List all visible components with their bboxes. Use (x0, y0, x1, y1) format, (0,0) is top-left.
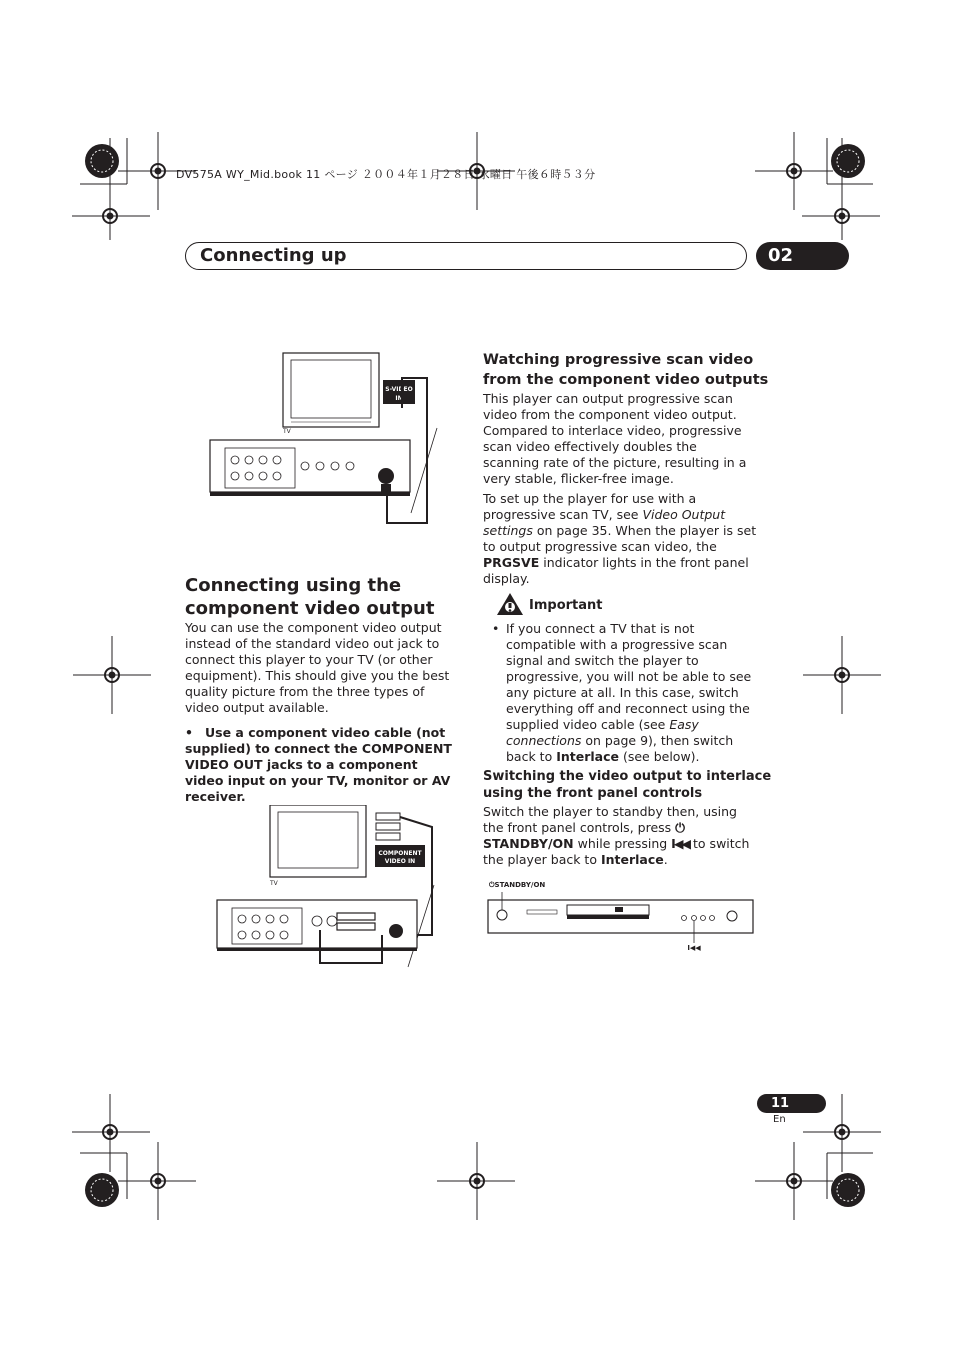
component-label-line1: COMPONENT (378, 850, 422, 857)
sw-part-d: . (663, 852, 668, 867)
component-intro-text: You can use the component video output instead of the standard video out jack to connect this player to your TV (or other equipment). This should give you the best quality picture from the three types of video output available. (185, 620, 450, 715)
sw-part-b: while pressing (573, 836, 672, 851)
progressive-para2 (483, 491, 757, 587)
component-heading-line1: Connecting using the (185, 575, 402, 596)
svideo-connection-diagram (205, 348, 445, 528)
component-section-heading (185, 574, 465, 620)
bullet-text: Use a component video cable (not supplied) to connect the COMPONENT VIDEO OUT jacks to a component video input on your TV, monitor or AV receiver. (185, 725, 452, 804)
tv-label-2: TV (270, 880, 278, 887)
imp-part-b: on page 9), then switch back to (506, 733, 734, 764)
easy-connections-ref: Easy connections (506, 717, 699, 748)
important-label: Important (529, 598, 603, 613)
header-title: Connecting up (200, 245, 347, 266)
panel-prev-symbol: I◀◀ (687, 944, 701, 952)
svideo-label-line2: IN (395, 395, 403, 402)
previous-icon: I◀◀ (671, 836, 690, 851)
standby-power-icon: ⏻ (489, 881, 495, 889)
video-output-settings-ref: Video Output settings (483, 507, 726, 538)
bullet-dot: • (185, 725, 193, 740)
interlace-section-heading (483, 768, 773, 802)
sw-part-c: to switch the player back to (483, 836, 750, 867)
power-icon: ⏻ (675, 820, 686, 835)
front-panel-diagram (487, 888, 755, 953)
progressive-para1: This player can output progressive scan video from the component video output. Compared to interlace video, progressive scan video effectively doubles the scanning rate of the picture, resulting in a very stable, flicker-free image. (483, 391, 747, 486)
interlace-heading-line1: Switching the video output to interlace (483, 769, 772, 784)
component-bullet (185, 725, 457, 805)
interlace-word-2: Interlace (600, 852, 664, 867)
important-bullet-dot: • (492, 621, 500, 636)
sw-part-a: Switch the player to standby then, using the front panel controls, press (483, 804, 737, 835)
prgsve-indicator: PRGSVE (483, 555, 540, 570)
language-code: En (773, 1114, 786, 1125)
imp-part-c: (see below). (618, 749, 700, 764)
progressive-section-heading (483, 350, 773, 390)
para2-part-a: To set up the player for use with a progressive scan TV, see (483, 491, 697, 522)
interlace-word-1: Interlace (556, 749, 619, 764)
interlace-heading-line2: using the front panel controls (483, 786, 703, 801)
chapter-number: 02 (756, 242, 849, 270)
progressive-heading-line1: Watching progressive scan video (483, 352, 754, 368)
imp-part-a: If you connect a TV that is not compatible with a progressive scan signal and switch the player to progressive, you will not be able to see any picture at all. In this case, switch everything off and reconnect using the supplied video cable (see (506, 621, 752, 732)
interlace-instructions (483, 804, 759, 868)
standby-on-word: STANDBY/ON (483, 836, 574, 851)
progressive-heading-line2: from the component video outputs (483, 372, 769, 388)
svideo-label-line1: S-VIDEO (385, 386, 413, 393)
component-heading-line2: component video output (185, 598, 435, 619)
para2-part-c: indicator lights in the front panel display. (483, 555, 749, 586)
component-connection-diagram (212, 805, 442, 970)
standby-label-text: STANDBY/ON (494, 881, 546, 889)
component-label-line2: VIDEO IN (384, 858, 416, 865)
page-number: 11 (757, 1094, 826, 1113)
para2-part-b: on page 35. When the player is set to output progressive scan video, the (483, 523, 757, 554)
important-note-text (506, 621, 758, 765)
warning-icon (496, 592, 524, 616)
printer-line: DV575A WY_Mid.book 11 ページ ２００４年１月２８日 水曜日 午後６時５３分 (176, 168, 596, 181)
tv-label-1: TV (283, 428, 291, 435)
